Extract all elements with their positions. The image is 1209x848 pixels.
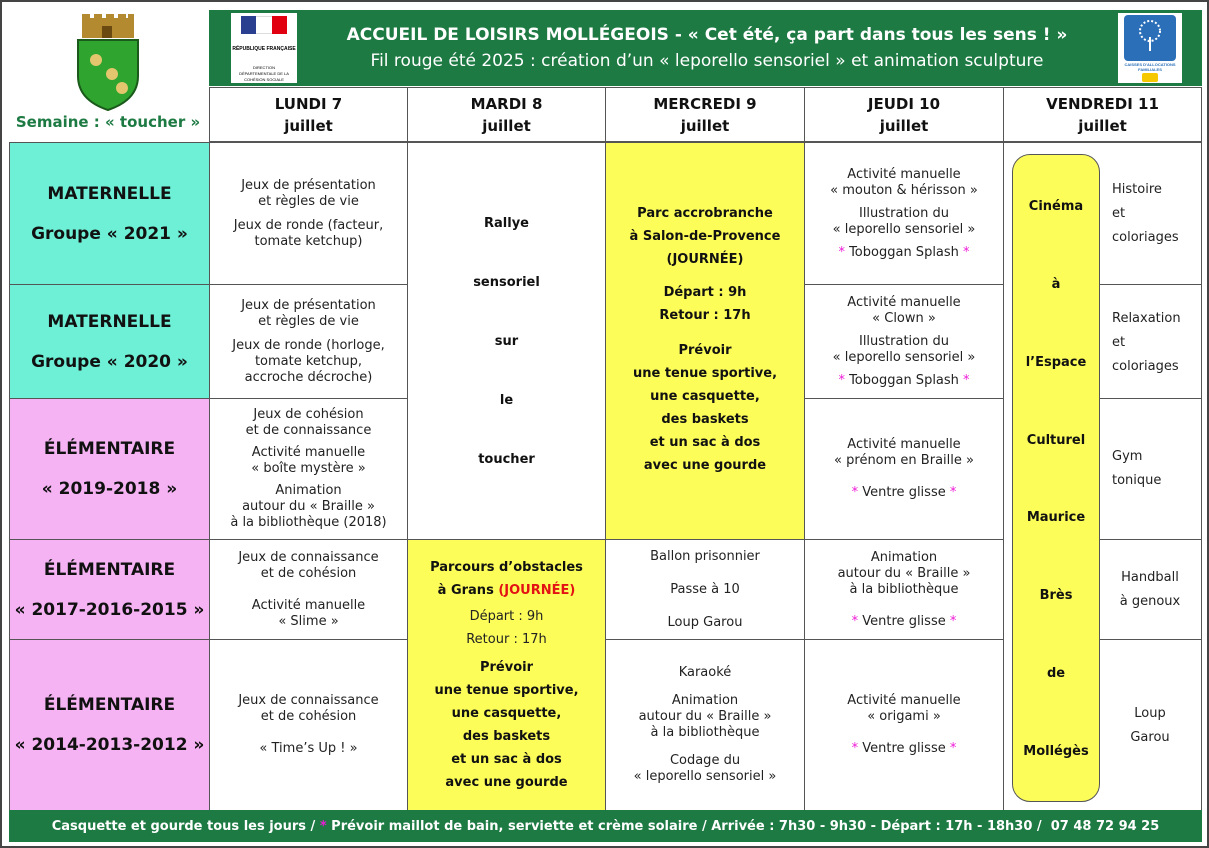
activity-text: Jeux de ronde (facteur, bbox=[233, 217, 384, 233]
activity-text: Activité manuelle bbox=[847, 294, 961, 310]
activity-text: « boîte mystère » bbox=[251, 461, 366, 476]
activity-with-star bbox=[852, 741, 957, 757]
friday-row2-activities bbox=[1102, 307, 1198, 379]
activity-text: et de cohésion bbox=[260, 709, 357, 724]
day-name: MERCREDI 9 bbox=[653, 94, 757, 113]
group-line1: ÉLÉMENTAIRE bbox=[43, 439, 176, 459]
activity-text: « leporello sensoriel » bbox=[633, 769, 777, 784]
accrobranche-prevoir: avec une gourde bbox=[643, 458, 767, 473]
activity-text: Jeux de présentation bbox=[241, 297, 376, 313]
parcours-prevoir: une tenue sportive, bbox=[434, 683, 579, 698]
week-label: Semaine : « toucher » bbox=[15, 113, 201, 131]
activity-text: Histoire bbox=[1112, 182, 1162, 197]
star-icon: * bbox=[851, 613, 859, 629]
tuesday-parcours-obstacles bbox=[407, 539, 606, 811]
activity-text: Loup bbox=[1134, 706, 1166, 721]
activity-text: et bbox=[1112, 335, 1126, 350]
friday-divider-2 bbox=[1100, 398, 1202, 399]
tuesday-rallye-sensoriel bbox=[407, 142, 606, 540]
star-icon: * bbox=[851, 741, 859, 756]
star-icon: * bbox=[949, 485, 957, 500]
parcours-prevoir: avec une gourde bbox=[445, 775, 568, 790]
cinema-text: Maurice bbox=[1026, 510, 1086, 525]
day-month: juillet bbox=[1078, 116, 1127, 135]
activity-text: Passe à 10 bbox=[670, 581, 740, 597]
activity-with-star bbox=[852, 614, 957, 630]
day-month: juillet bbox=[680, 116, 730, 135]
footer-text-1: Casquette et gourde tous les jours / bbox=[51, 818, 320, 834]
day-month: juillet bbox=[879, 116, 929, 135]
thursday-row4-activities bbox=[804, 539, 1004, 640]
parcours-title-line2 bbox=[438, 579, 576, 602]
activity-text: tomate ketchup) bbox=[254, 233, 363, 249]
cinema-banner bbox=[1012, 154, 1100, 802]
cinema-text: Culturel bbox=[1026, 433, 1086, 448]
monday-row5-activities bbox=[209, 639, 408, 811]
group-line2: Groupe « 2021 » bbox=[31, 223, 188, 244]
group-line1: MATERNELLE bbox=[47, 183, 172, 204]
activity-text: à la bibliothèque (2018) bbox=[230, 515, 387, 530]
monday-row3-activities bbox=[209, 398, 408, 540]
rallye-text: le bbox=[499, 392, 514, 408]
cinema-text: Cinéma bbox=[1028, 199, 1084, 214]
group-line2: « 2019-2018 » bbox=[41, 479, 178, 499]
group-label-maternelle-2021 bbox=[9, 142, 210, 285]
parcours-prevoir: Prévoir bbox=[479, 660, 534, 675]
activity-text: Ventre glisse bbox=[862, 741, 946, 756]
crest-logo bbox=[72, 14, 144, 112]
star-icon: * bbox=[963, 244, 970, 260]
day-month: juillet bbox=[284, 116, 333, 135]
friday-row3-activities bbox=[1102, 445, 1198, 493]
activity-text: Activité manuelle bbox=[847, 693, 961, 708]
caf-logo-text: CAISSES D'ALLOCATIONS FAMILIALES bbox=[1124, 62, 1176, 72]
activity-text: autour du « Braille » bbox=[837, 565, 971, 581]
accrobranche-prevoir: et un sac à dos bbox=[649, 435, 761, 450]
activity-text: et de connaissance bbox=[245, 423, 372, 438]
activity-text: Codage du bbox=[669, 753, 741, 768]
activity-text: Illustration du bbox=[858, 333, 949, 349]
rallye-text: sur bbox=[494, 333, 519, 349]
page-title: ACCUEIL DE LOISIRS MOLLÉGEOIS - « Cet été, ça part dans tous les sens ! » bbox=[346, 25, 1068, 45]
day-name: VENDREDI 11 bbox=[1046, 94, 1159, 113]
activity-text: « prénom en Braille » bbox=[834, 453, 974, 468]
activity-text: « leporello sensoriel » bbox=[832, 221, 976, 237]
accrobranche-title: Parc accrobranche bbox=[637, 206, 773, 221]
page-subtitle: Fil rouge été 2025 : création d’un « leporello sensoriel » et animation sculpture bbox=[370, 51, 1044, 71]
activity-text: « origami » bbox=[867, 709, 941, 724]
activity-text: « leporello sensoriel » bbox=[832, 349, 976, 365]
group-line2: « 2014-2013-2012 » bbox=[14, 735, 205, 755]
activity-text: « Slime » bbox=[278, 613, 339, 629]
friday-row1-activities bbox=[1102, 178, 1198, 250]
monday-row1-activities bbox=[209, 142, 408, 285]
activity-text: Relaxation bbox=[1112, 311, 1181, 326]
day-name: LUNDI 7 bbox=[274, 94, 343, 113]
ddcs-logo-text: DIRECTION DÉPARTEMENTALE DE LA COHÉSION SOCIALE bbox=[239, 65, 289, 82]
star-icon: * bbox=[319, 818, 327, 834]
star-icon: * bbox=[949, 741, 957, 756]
group-label-elementaire-2019-2018 bbox=[9, 398, 210, 540]
rallye-text: sensoriel bbox=[473, 274, 540, 290]
caf-logo bbox=[1118, 13, 1182, 83]
activity-text: tomate ketchup, bbox=[254, 353, 363, 369]
activity-text: Activité manuelle bbox=[847, 437, 961, 452]
activity-text: à genoux bbox=[1119, 594, 1181, 609]
star-icon: * bbox=[838, 372, 845, 388]
accrobranche-location: à Salon-de-Provence bbox=[629, 229, 781, 244]
activity-with-star bbox=[838, 373, 969, 389]
activity-text: Toboggan Splash bbox=[849, 244, 959, 260]
monday-row4-activities bbox=[209, 539, 408, 640]
activity-text: Jeux de connaissance bbox=[238, 549, 379, 565]
parcours-prevoir: et un sac à dos bbox=[451, 752, 562, 767]
group-line1: ÉLÉMENTAIRE bbox=[43, 559, 176, 580]
activity-text: et règles de vie bbox=[258, 193, 359, 209]
activity-text: Ventre glisse bbox=[862, 613, 946, 629]
activity-text: Handball bbox=[1121, 570, 1179, 585]
group-label-elementaire-2017-2016-2015 bbox=[9, 539, 210, 640]
activity-text: Ballon prisonnier bbox=[650, 548, 760, 564]
parcours-title: Parcours d’obstacles bbox=[430, 560, 583, 575]
monday-row2-activities bbox=[209, 284, 408, 399]
parcours-day-badge: (JOURNÉE) bbox=[498, 583, 576, 598]
day-header-thursday bbox=[804, 87, 1004, 142]
friday-divider-3 bbox=[1100, 539, 1202, 540]
rallye-text: Rallye bbox=[484, 215, 529, 231]
activity-text: « Time’s Up ! » bbox=[259, 741, 358, 756]
thursday-row1-activities bbox=[804, 142, 1004, 285]
activity-text: Activité manuelle bbox=[847, 166, 961, 182]
activity-text: Activité manuelle bbox=[251, 445, 366, 460]
accrobranche-prevoir: une tenue sportive, bbox=[632, 366, 778, 381]
cinema-text: Brès bbox=[1039, 588, 1073, 603]
parcours-retour: Retour : 17h bbox=[466, 632, 547, 647]
group-line1: ÉLÉMENTAIRE bbox=[43, 695, 176, 715]
activity-text: coloriages bbox=[1112, 359, 1179, 374]
activity-text: coloriages bbox=[1112, 230, 1179, 245]
star-icon: * bbox=[838, 244, 845, 260]
group-label-elementaire-2014-2013-2012 bbox=[9, 639, 210, 811]
activity-text: Illustration du bbox=[858, 205, 949, 221]
accrobranche-depart: Départ : 9h bbox=[663, 285, 747, 300]
wednesday-parc-accrobranche bbox=[605, 142, 805, 540]
friday-row4-activities bbox=[1102, 566, 1198, 614]
activity-text: et de cohésion bbox=[260, 565, 357, 581]
activity-text: Animation bbox=[275, 483, 342, 498]
thursday-row3-activities bbox=[804, 398, 1004, 540]
group-line2: Groupe « 2020 » bbox=[31, 351, 188, 372]
thursday-row5-activities bbox=[804, 639, 1004, 811]
rf-logo-text: RÉPUBLIQUE FRANÇAISE bbox=[232, 46, 296, 52]
activity-text: Karaoké bbox=[678, 665, 732, 680]
activity-text: Toboggan Splash bbox=[849, 372, 959, 388]
republique-francaise-logo bbox=[231, 13, 297, 83]
activity-text: Animation bbox=[870, 549, 938, 565]
day-header-tuesday bbox=[407, 87, 606, 142]
activity-text: Ventre glisse bbox=[862, 485, 946, 500]
footer-banner bbox=[9, 810, 1202, 842]
activity-with-star bbox=[852, 485, 957, 501]
activity-text: autour du « Braille » bbox=[242, 499, 375, 514]
thursday-row2-activities bbox=[804, 284, 1004, 399]
activity-text: tonique bbox=[1112, 473, 1162, 488]
rallye-text: toucher bbox=[478, 451, 535, 467]
group-line2: « 2017-2016-2015 » bbox=[14, 599, 205, 620]
activity-text: accroche décroche) bbox=[244, 369, 373, 385]
day-month: juillet bbox=[482, 116, 531, 135]
friday-row5-activities bbox=[1102, 702, 1198, 750]
activity-text: Jeux de ronde (horloge, bbox=[232, 337, 385, 353]
activity-text: Garou bbox=[1130, 730, 1170, 745]
activity-text: Animation bbox=[671, 693, 739, 708]
activity-text: « mouton & hérisson » bbox=[830, 182, 978, 198]
parcours-prevoir: des baskets bbox=[462, 729, 551, 744]
day-header-friday bbox=[1003, 87, 1202, 142]
friday-divider-1 bbox=[1100, 284, 1202, 285]
group-line1: MATERNELLE bbox=[47, 311, 172, 332]
star-icon: * bbox=[963, 372, 970, 388]
group-label-maternelle-2020 bbox=[9, 284, 210, 399]
activity-text: et règles de vie bbox=[258, 313, 359, 329]
activity-text: Jeux de connaissance bbox=[238, 693, 379, 708]
activity-text: à la bibliothèque bbox=[650, 725, 760, 740]
activity-text: Jeux de présentation bbox=[241, 177, 376, 193]
accrobranche-retour: Retour : 17h bbox=[659, 308, 751, 323]
star-icon: * bbox=[851, 485, 859, 500]
activity-text: Gym bbox=[1112, 449, 1143, 464]
wednesday-row5-activities bbox=[605, 639, 805, 811]
activity-text: Loup Garou bbox=[667, 614, 743, 630]
accrobranche-prevoir: Prévoir bbox=[678, 343, 732, 358]
parcours-depart: Départ : 9h bbox=[469, 609, 544, 624]
activity-text: autour du « Braille » bbox=[638, 709, 772, 724]
accrobranche-day-badge: (JOURNÉE) bbox=[666, 252, 744, 267]
activity-text: Activité manuelle bbox=[251, 597, 366, 613]
day-name: JEUDI 10 bbox=[867, 94, 941, 113]
parcours-prevoir: une casquette, bbox=[451, 706, 562, 721]
footer-text-2: Prévoir maillot de bain, serviette et crème solaire / Arrivée : 7h30 - 9h30 - Départ : 17h - 18h30 / 07 48 72 94 25 bbox=[326, 818, 1160, 834]
activity-text: et bbox=[1112, 206, 1126, 221]
activity-text: à la bibliothèque bbox=[849, 581, 959, 597]
wednesday-row4-activities bbox=[605, 539, 805, 640]
header-text bbox=[302, 14, 1112, 82]
cinema-text: l’Espace bbox=[1025, 355, 1087, 370]
day-header-monday bbox=[209, 87, 408, 142]
cinema-text: Mollégès bbox=[1023, 744, 1089, 759]
cinema-text: de bbox=[1046, 666, 1066, 681]
parcours-location: à Grans bbox=[437, 583, 494, 598]
day-name: MARDI 8 bbox=[470, 94, 543, 113]
accrobranche-prevoir: des baskets bbox=[661, 412, 749, 427]
accrobranche-prevoir: une casquette, bbox=[650, 389, 760, 404]
activity-text: « Clown » bbox=[872, 310, 936, 326]
activity-with-star bbox=[838, 245, 969, 261]
day-header-wednesday bbox=[605, 87, 805, 142]
cinema-text: à bbox=[1051, 277, 1061, 292]
star-icon: * bbox=[949, 613, 957, 629]
activity-text: Jeux de cohésion bbox=[253, 407, 364, 422]
friday-divider-4 bbox=[1100, 639, 1202, 640]
